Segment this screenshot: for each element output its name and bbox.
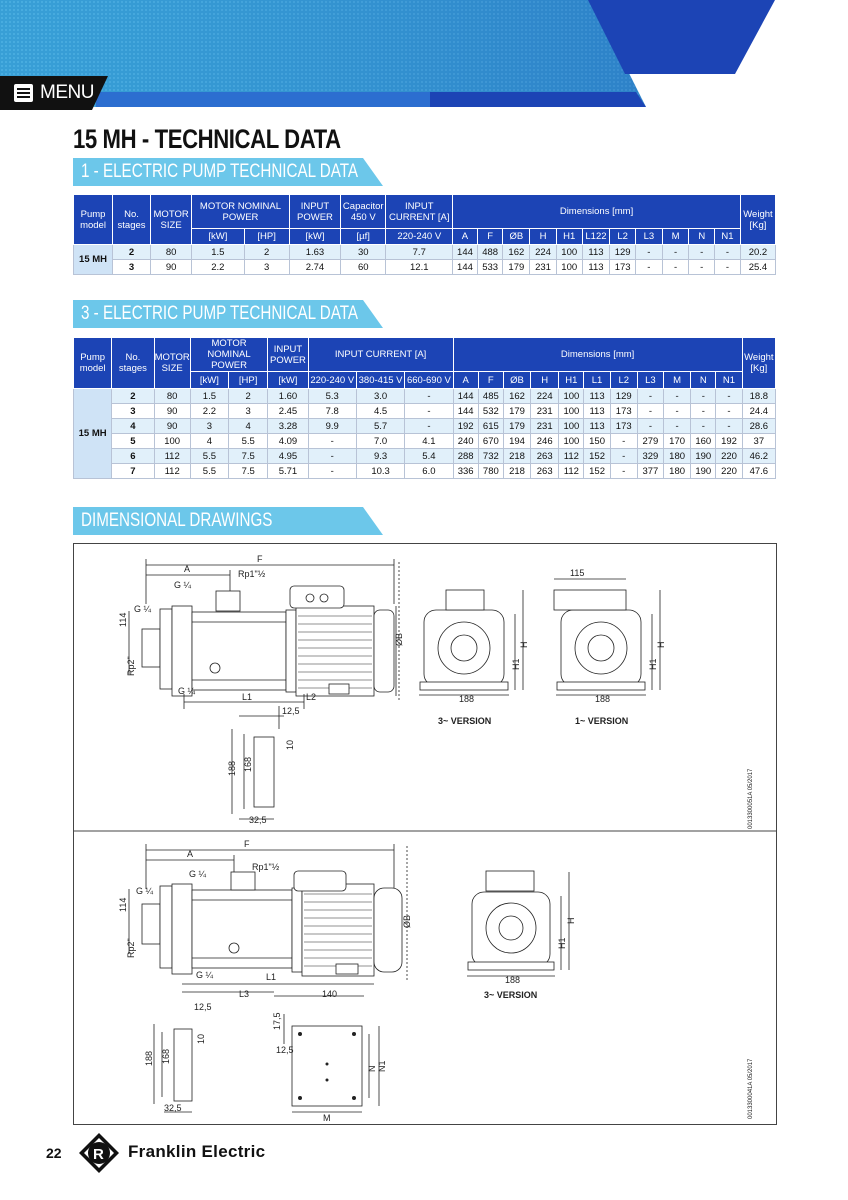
col-stages: No. stages: [112, 338, 154, 389]
table-cell: 5.5: [229, 434, 268, 449]
table-cell: -: [691, 419, 716, 434]
table-cell: 7.5: [229, 464, 268, 479]
table-cell: 90: [154, 419, 190, 434]
unit-header: H: [531, 372, 559, 389]
table-cell: -: [636, 245, 663, 260]
header-banner: [0, 0, 848, 108]
table-cell: 3: [190, 419, 228, 434]
table-cell: 3.28: [268, 419, 308, 434]
pump-front-view-3phase-bottom: [467, 871, 569, 976]
table-cell: 6: [112, 449, 154, 464]
table-cell: -: [405, 389, 453, 404]
dim-label: Rp2": [126, 938, 136, 958]
dim-label: 115: [570, 568, 585, 578]
table-cell: 179: [503, 419, 530, 434]
table-cell: 179: [503, 404, 530, 419]
col-pump-model: Pump model: [74, 338, 112, 389]
col-input-current: INPUT CURRENT [A]: [386, 195, 453, 229]
table-cell: 2.2: [190, 404, 228, 419]
table-cell: -: [405, 404, 453, 419]
table-cell: 4: [229, 419, 268, 434]
table-cell: -: [691, 404, 716, 419]
dim-label: 114: [118, 612, 128, 627]
table-cell: 246: [531, 434, 559, 449]
table-cell: 218: [503, 449, 530, 464]
section-header-3phase: [73, 300, 383, 328]
unit-header: [kW]: [289, 229, 340, 245]
unit-header: M: [662, 229, 689, 245]
table-cell: 1.63: [289, 245, 340, 260]
table-cell: 7.8: [308, 404, 356, 419]
table-cell: -: [610, 434, 637, 449]
dim-label: H1: [557, 937, 567, 949]
table-cell: 5.4: [405, 449, 453, 464]
dim-label: A: [187, 849, 194, 859]
table-cell: 180: [664, 449, 691, 464]
unit-header: L3: [636, 229, 663, 245]
table-cell: -: [716, 419, 742, 434]
brand-name: Franklin Electric: [128, 1142, 266, 1161]
table-cell: 100: [556, 245, 582, 260]
table-row: [74, 464, 776, 479]
table-cell: 218: [503, 464, 530, 479]
section-header-1phase: [73, 158, 383, 186]
table-row: [74, 434, 776, 449]
pump-side-view-top: [129, 559, 399, 819]
table-cell: 18.8: [742, 389, 775, 404]
table-cell: 100: [556, 260, 582, 275]
table-cell: 231: [531, 404, 559, 419]
table-cell: 129: [610, 389, 637, 404]
dim-label: Rp1"½: [238, 569, 266, 579]
table-cell: 100: [559, 419, 584, 434]
table-cell: -: [610, 449, 637, 464]
dim-label: 188: [595, 694, 611, 704]
dim-label: F: [244, 839, 250, 849]
dim-label: H: [566, 917, 576, 924]
table-cell: 279: [637, 434, 663, 449]
table-cell: 3.0: [356, 389, 404, 404]
drawing-code: 0013300051A 05/2017: [748, 768, 754, 829]
col-pump-model: Pump model: [74, 195, 113, 245]
unit-header: [HP]: [244, 229, 289, 245]
table-cell: -: [308, 449, 356, 464]
unit-header: N: [689, 229, 715, 245]
table-cell: 25.4: [740, 260, 775, 275]
col-dimensions: Dimensions [mm]: [453, 195, 741, 229]
table-cell: 190: [691, 464, 716, 479]
table-cell: 1.5: [190, 389, 228, 404]
dim-label: ØB: [402, 914, 412, 928]
unit-header: 220-240 V: [386, 229, 453, 245]
col-capacitor: Capacitor 450 V: [341, 195, 386, 229]
dim-label: H1: [648, 658, 658, 670]
dim-label: L1: [266, 972, 277, 982]
table-row: [74, 449, 776, 464]
table-cell: 329: [637, 449, 663, 464]
table-cell: 5.5: [190, 464, 228, 479]
table-cell: 7.0: [356, 434, 404, 449]
table-cell: 1.5: [192, 245, 244, 260]
dim-label: 32,5: [249, 815, 267, 825]
table-cell: -: [664, 389, 691, 404]
table-cell: 2: [229, 389, 268, 404]
table-cell: -: [689, 260, 715, 275]
table-cell: 488: [477, 245, 503, 260]
table-cell: 2: [113, 245, 151, 260]
table-cell: 173: [610, 419, 637, 434]
table-cell: 20.2: [740, 245, 775, 260]
table-row: [74, 389, 776, 404]
table-cell: 5.3: [308, 389, 356, 404]
table-cell: 192: [716, 434, 742, 449]
table-cell: 144: [453, 389, 478, 404]
table-cell: 4: [190, 434, 228, 449]
unit-header: L2: [610, 372, 637, 389]
dim-label: 12,5: [282, 706, 300, 716]
table-cell: 12.1: [386, 260, 453, 275]
table-cell: 2: [244, 245, 289, 260]
dim-label: G ¼: [136, 886, 154, 896]
table-cell: 112: [559, 449, 584, 464]
table-cell: 150: [584, 434, 610, 449]
dim-label: G ¼: [174, 580, 192, 590]
table-cell: 485: [478, 389, 503, 404]
unit-header: A: [453, 372, 478, 389]
unit-header: [kW]: [192, 229, 244, 245]
unit-header: ØB: [503, 229, 530, 245]
table-cell: -: [637, 389, 663, 404]
table-cell: 263: [531, 464, 559, 479]
unit-header: L122: [582, 229, 610, 245]
table-cell: 190: [691, 449, 716, 464]
dim-label: L2: [306, 692, 317, 702]
table-cell: 180: [664, 464, 691, 479]
technical-table-3phase: [73, 337, 776, 479]
dim-label: 12,5: [276, 1045, 294, 1055]
table-cell: -: [689, 245, 715, 260]
table-cell: 152: [584, 464, 610, 479]
table-cell: 129: [610, 245, 636, 260]
unit-header: [kW]: [190, 372, 228, 389]
col-nominal-power: MOTOR NOMINAL POWER: [190, 338, 268, 372]
table-cell: 60: [341, 260, 386, 275]
table-cell: 5.7: [356, 419, 404, 434]
table-cell: 7: [112, 464, 154, 479]
section-header-drawings: [73, 507, 383, 535]
table-cell: 80: [151, 245, 192, 260]
table-cell: 24.4: [742, 404, 775, 419]
table-cell: -: [664, 404, 691, 419]
col-weight: Weight [Kg]: [742, 338, 775, 389]
table-cell: 152: [584, 449, 610, 464]
table-cell: 192: [453, 419, 478, 434]
dim-label: F: [257, 554, 263, 564]
section-title: DIMENSIONAL DRAWINGS: [81, 510, 273, 531]
dim-label: Rp1"½: [252, 862, 280, 872]
table-cell: -: [637, 404, 663, 419]
table-cell: 6.0: [405, 464, 453, 479]
dimensional-drawings-frame: [73, 543, 777, 1125]
dim-label: H: [519, 641, 529, 648]
unit-header: F: [477, 229, 503, 245]
table-cell: 113: [584, 404, 610, 419]
dim-label: L1: [242, 692, 253, 702]
unit-header: N: [691, 372, 716, 389]
table-cell: -: [308, 464, 356, 479]
unit-header: F: [478, 372, 503, 389]
unit-header: A: [453, 229, 478, 245]
table-cell: 288: [453, 449, 478, 464]
table-cell: -: [691, 389, 716, 404]
table-cell: 10.3: [356, 464, 404, 479]
unit-header: [kW]: [268, 372, 308, 389]
table-cell: 3: [244, 260, 289, 275]
table-cell: 46.2: [742, 449, 775, 464]
pump-model-cell: 15 MH: [74, 245, 113, 275]
drawing-code: 0013300041A 05/2017: [748, 1058, 754, 1119]
table-row: [74, 245, 776, 260]
table-cell: 2.74: [289, 260, 340, 275]
table-cell: 144: [453, 245, 478, 260]
dim-label: H1: [511, 658, 521, 670]
table-cell: 80: [154, 389, 190, 404]
table-cell: -: [716, 389, 742, 404]
page-number: 22: [46, 1145, 62, 1161]
unit-header: [µf]: [341, 229, 386, 245]
table-cell: 113: [582, 260, 610, 275]
table-cell: 377: [637, 464, 663, 479]
table-cell: 144: [453, 260, 478, 275]
table-cell: 173: [610, 404, 637, 419]
table-cell: 112: [559, 464, 584, 479]
table-cell: -: [636, 260, 663, 275]
col-input-current: INPUT CURRENT [A]: [308, 338, 453, 372]
dim-label: M: [323, 1113, 331, 1123]
unit-header: L1: [584, 372, 610, 389]
table-cell: -: [637, 419, 663, 434]
version-label-1phase: 1~ VERSION: [575, 716, 629, 726]
table-cell: -: [662, 260, 689, 275]
table-cell: 2.2: [192, 260, 244, 275]
table-cell: 5.71: [268, 464, 308, 479]
table-cell: 2: [112, 389, 154, 404]
table-cell: 28.6: [742, 419, 775, 434]
dim-label: G ¼: [189, 869, 207, 879]
version-label-3phase: 3~ VERSION: [438, 716, 492, 726]
table-cell: 3: [229, 404, 268, 419]
dim-label: 114: [118, 897, 128, 912]
dim-label: 168: [243, 756, 253, 772]
table-cell: 263: [531, 449, 559, 464]
table-cell: 47.6: [742, 464, 775, 479]
table-cell: -: [610, 464, 637, 479]
unit-header: [HP]: [229, 372, 268, 389]
table-cell: 5.5: [190, 449, 228, 464]
dim-label: N1: [377, 1060, 387, 1072]
table-cell: 4.09: [268, 434, 308, 449]
table-cell: 224: [531, 389, 559, 404]
table-cell: 1.60: [268, 389, 308, 404]
table-cell: 4.1: [405, 434, 453, 449]
table-cell: 670: [478, 434, 503, 449]
table-cell: 113: [584, 389, 610, 404]
dim-label: 10: [285, 739, 295, 750]
table-cell: 336: [453, 464, 478, 479]
unit-header: ØB: [503, 372, 530, 389]
dim-label: G ¼: [134, 604, 152, 614]
col-motor-size: MOTOR SIZE: [154, 338, 190, 389]
col-input-power: INPUT POWER: [289, 195, 340, 229]
dim-label: A: [184, 564, 191, 574]
hamburger-icon: [14, 84, 33, 102]
table-cell: 173: [610, 260, 636, 275]
dim-label: H: [656, 641, 666, 648]
table-cell: -: [715, 245, 741, 260]
table-cell: 532: [478, 404, 503, 419]
franklin-logo-icon: [78, 1132, 120, 1174]
col-nominal-power: MOTOR NOMINAL POWER: [192, 195, 290, 229]
table-cell: 30: [341, 245, 386, 260]
dim-label: 10: [196, 1033, 206, 1044]
table-cell: 3: [113, 260, 151, 275]
table-cell: -: [715, 260, 741, 275]
table-cell: 4: [112, 419, 154, 434]
unit-header: 220-240 V: [308, 372, 356, 389]
unit-header: N1: [715, 229, 741, 245]
table-cell: 4.5: [356, 404, 404, 419]
dim-label: 188: [459, 694, 475, 704]
table-cell: 170: [664, 434, 691, 449]
table-cell: 220: [716, 464, 742, 479]
table-cell: 7.5: [229, 449, 268, 464]
table-cell: 100: [559, 389, 584, 404]
table-cell: 179: [503, 260, 530, 275]
dim-label: Rp2": [126, 656, 136, 676]
table-cell: -: [405, 419, 453, 434]
col-dimensions: Dimensions [mm]: [453, 338, 742, 372]
table-cell: 162: [503, 245, 530, 260]
unit-header: N1: [716, 372, 742, 389]
dim-label: N: [367, 1065, 377, 1072]
table-cell: 160: [691, 434, 716, 449]
section-title: 3 - ELECTRIC PUMP TECHNICAL DATA: [81, 303, 359, 324]
section-title: 1 - ELECTRIC PUMP TECHNICAL DATA: [81, 161, 359, 182]
table-cell: 112: [154, 464, 190, 479]
page-title: 15 MH - TECHNICAL DATA: [73, 124, 341, 154]
table-cell: 144: [453, 404, 478, 419]
pump-front-view-1phase-top: [554, 579, 660, 695]
table-cell: 9.9: [308, 419, 356, 434]
dim-label: G ¼: [178, 686, 196, 696]
technical-table-1phase: [73, 194, 776, 275]
dim-label: 188: [227, 760, 237, 776]
unit-header: H1: [559, 372, 584, 389]
table-cell: 90: [154, 404, 190, 419]
table-cell: 231: [531, 419, 559, 434]
unit-header: 660-690 V: [405, 372, 453, 389]
table-cell: 231: [530, 260, 557, 275]
table-cell: 100: [154, 434, 190, 449]
table-cell: 113: [582, 245, 610, 260]
col-stages: No. stages: [113, 195, 151, 245]
table-row: [74, 419, 776, 434]
version-label-3phase: 3~ VERSION: [484, 990, 538, 1000]
col-weight: Weight [Kg]: [740, 195, 775, 245]
dim-label: 12,5: [194, 1002, 212, 1012]
unit-header: 380-415 V: [356, 372, 404, 389]
table-cell: 162: [503, 389, 530, 404]
table-cell: 4.95: [268, 449, 308, 464]
table-cell: 224: [530, 245, 557, 260]
table-cell: 7.7: [386, 245, 453, 260]
dim-label: ØB: [394, 632, 404, 646]
dim-label: 17,5: [272, 1012, 282, 1030]
table-cell: 90: [151, 260, 192, 275]
table-cell: 533: [477, 260, 503, 275]
col-input-power: INPUT POWER: [268, 338, 308, 372]
table-cell: 37: [742, 434, 775, 449]
table-cell: 113: [584, 419, 610, 434]
table-cell: 112: [154, 449, 190, 464]
table-cell: 732: [478, 449, 503, 464]
dim-label: 32,5: [164, 1103, 182, 1113]
table-cell: -: [716, 404, 742, 419]
unit-header: H1: [556, 229, 582, 245]
dim-label: 168: [161, 1048, 171, 1064]
table-cell: 100: [559, 434, 584, 449]
menu-button[interactable]: [0, 76, 108, 110]
table-cell: 220: [716, 449, 742, 464]
table-cell: 194: [503, 434, 530, 449]
col-motor-size: MOTOR SIZE: [151, 195, 192, 245]
dim-label: 188: [505, 975, 521, 985]
table-cell: 2.45: [268, 404, 308, 419]
pump-front-view-3phase-top: [419, 590, 523, 695]
menu-label: MENU: [40, 82, 94, 103]
dim-label: 188: [144, 1050, 154, 1066]
table-cell: -: [308, 434, 356, 449]
table-cell: 3: [112, 404, 154, 419]
table-cell: 240: [453, 434, 478, 449]
table-row: [74, 404, 776, 419]
unit-header: L2: [610, 229, 636, 245]
table-cell: 780: [478, 464, 503, 479]
pump-model-cell: 15 MH: [74, 389, 112, 479]
dim-label: 140: [322, 989, 338, 999]
table-cell: 615: [478, 419, 503, 434]
table-cell: -: [662, 245, 689, 260]
table-cell: 100: [559, 404, 584, 419]
dim-label: L3: [239, 989, 250, 999]
unit-header: M: [664, 372, 691, 389]
svg-text:R: R: [93, 1146, 104, 1163]
dim-label: G ¼: [196, 970, 214, 980]
table-cell: 9.3: [356, 449, 404, 464]
table-row: [74, 260, 776, 275]
unit-header: H: [530, 229, 557, 245]
unit-header: L3: [637, 372, 663, 389]
table-cell: -: [664, 419, 691, 434]
table-cell: 5: [112, 434, 154, 449]
